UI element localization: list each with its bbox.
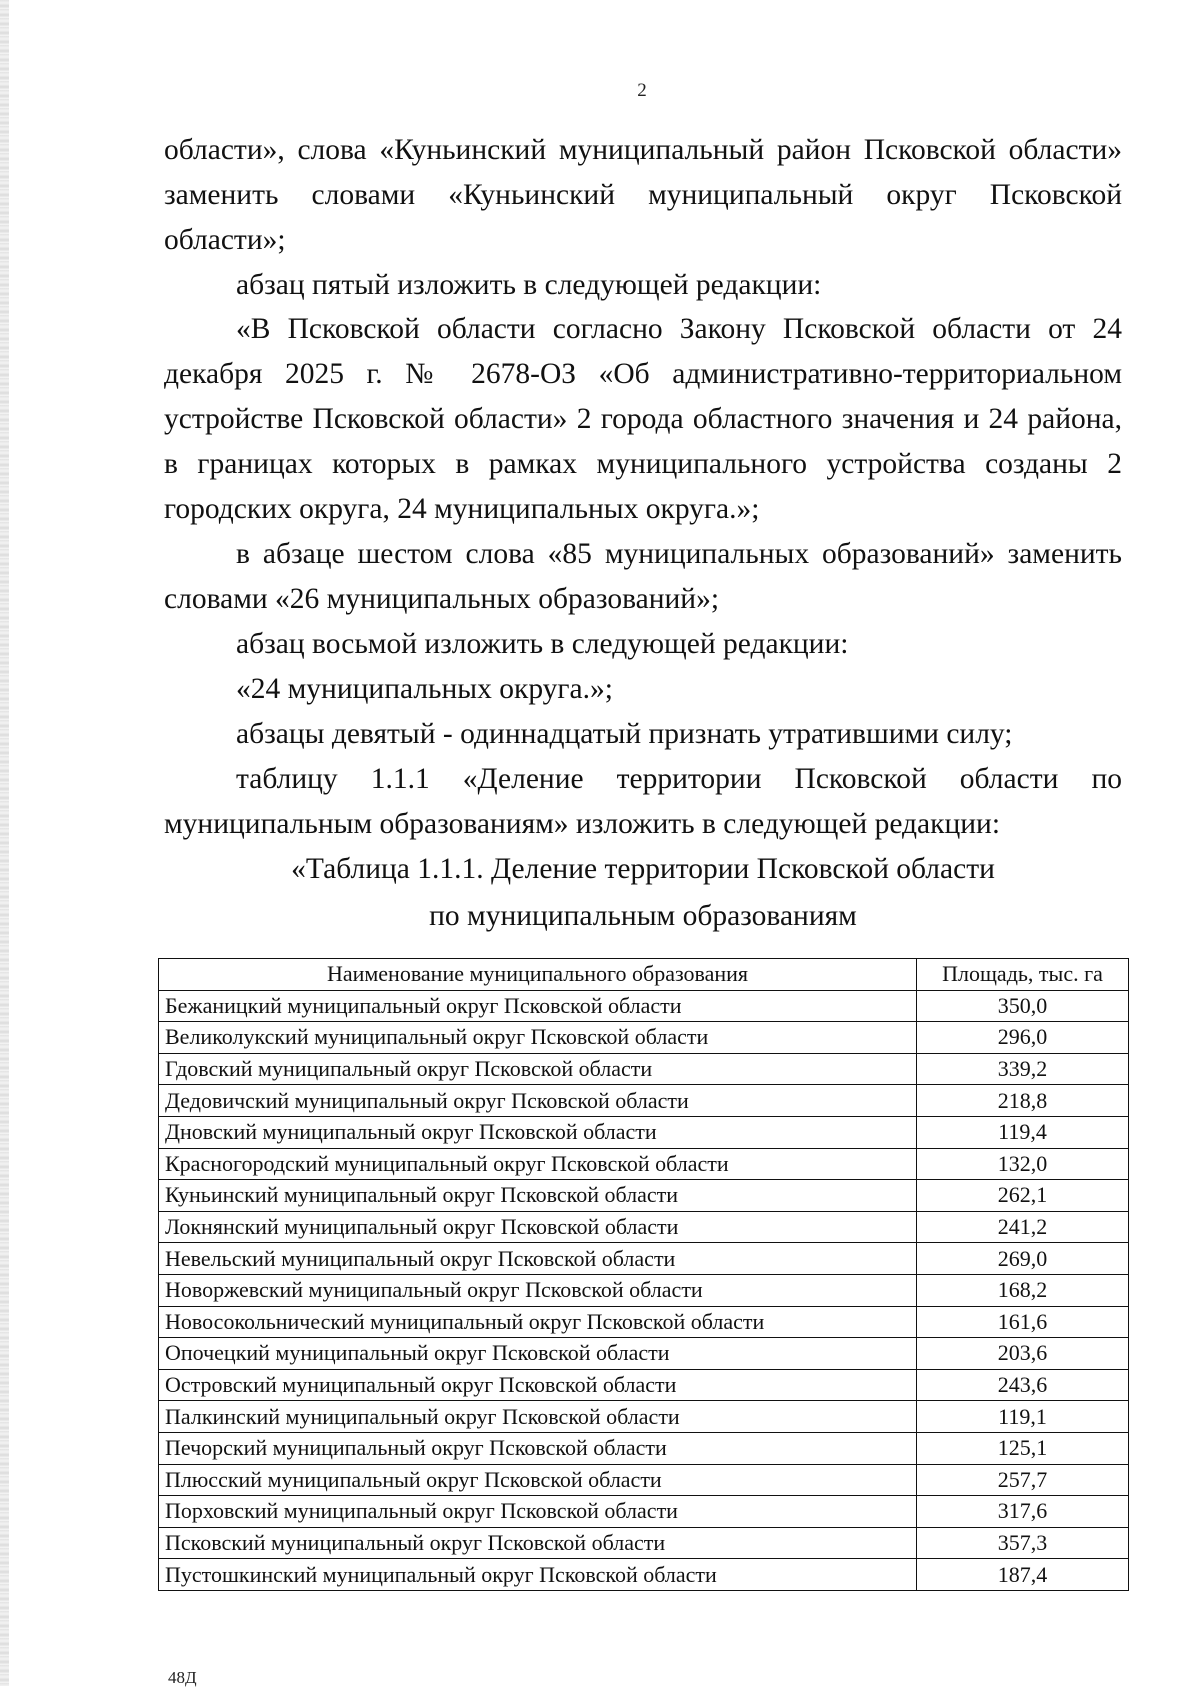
- municipality-name-cell: Порховский муниципальный округ Псковской области: [159, 1496, 917, 1528]
- table-row: [159, 1464, 1129, 1496]
- paragraph: абзацы девятый - одиннадцатый признать утратившими силу;: [236, 718, 1013, 750]
- municipality-name-cell: Плюсский муниципальный округ Псковской области: [159, 1464, 917, 1496]
- municipality-name-cell: Гдовский муниципальный округ Псковской области: [159, 1053, 917, 1085]
- area-cell: 296,0: [917, 1022, 1129, 1054]
- area-cell: 257,7: [917, 1464, 1129, 1496]
- area-cell: 241,2: [917, 1211, 1129, 1243]
- municipality-name-cell: Новоржевский муниципальный округ Псковской области: [159, 1274, 917, 1306]
- table-row: [159, 1306, 1129, 1338]
- scan-edge-artifact: [0, 0, 9, 1686]
- table-row: [159, 1085, 1129, 1117]
- page-number: 2: [637, 80, 647, 101]
- municipality-name-cell: Дновский муниципальный округ Псковской области: [159, 1116, 917, 1148]
- table-row: [159, 990, 1129, 1022]
- municipality-name-cell: Палкинский муниципальный округ Псковской области: [159, 1401, 917, 1433]
- table-caption-line: «Таблица 1.1.1. Деление территории Псковской области: [291, 853, 995, 885]
- area-cell: 125,1: [917, 1432, 1129, 1464]
- table-header-row: [159, 959, 1129, 991]
- area-cell: 339,2: [917, 1053, 1129, 1085]
- table-row: [159, 1496, 1129, 1528]
- table-row: [159, 1559, 1129, 1591]
- column-header-name: Наименование муниципального образования: [159, 959, 917, 991]
- municipality-name-cell: Красногородский муниципальный округ Псковской области: [159, 1148, 917, 1180]
- area-cell: 218,8: [917, 1085, 1129, 1117]
- municipality-name-cell: Псковский муниципальный округ Псковской области: [159, 1527, 917, 1559]
- paragraph: в абзаце шестом слова «85 муниципальных образований» заменить словами «26 муниципальных образований»;: [164, 538, 1122, 615]
- table-caption-line: по муниципальным образованиям: [429, 900, 857, 932]
- municipality-name-cell: Куньинский муниципальный округ Псковской области: [159, 1180, 917, 1212]
- municipalities-table: [158, 958, 1129, 1591]
- table-body: [159, 990, 1129, 1590]
- table-row: [159, 1432, 1129, 1464]
- paragraph: области», слова «Куньинский муниципальный район Псковской области» заменить словами «Куньинский муниципальный округ Псковской области»;: [164, 134, 1122, 256]
- table-row: [159, 1180, 1129, 1212]
- municipality-name-cell: Великолукский муниципальный округ Псковской области: [159, 1022, 917, 1054]
- area-cell: 203,6: [917, 1338, 1129, 1370]
- table-row: [159, 1116, 1129, 1148]
- table-row: [159, 1369, 1129, 1401]
- table-row: [159, 1053, 1129, 1085]
- table-row: [159, 1148, 1129, 1180]
- area-cell: 350,0: [917, 990, 1129, 1022]
- area-cell: 243,6: [917, 1369, 1129, 1401]
- column-header-area: Площадь, тыс. га: [917, 959, 1129, 991]
- table-row: [159, 1274, 1129, 1306]
- municipality-name-cell: Печорский муниципальный округ Псковской области: [159, 1432, 917, 1464]
- municipality-name-cell: Дедовичский муниципальный округ Псковской области: [159, 1085, 917, 1117]
- table-caption: [164, 846, 1122, 940]
- municipality-name-cell: Бежаницкий муниципальный округ Псковской области: [159, 990, 917, 1022]
- area-cell: 187,4: [917, 1559, 1129, 1591]
- body-text: [164, 128, 1122, 847]
- table-row: [159, 1401, 1129, 1433]
- paragraph: абзац восьмой изложить в следующей редакции:: [236, 628, 849, 660]
- municipality-name-cell: Новосокольнический муниципальный округ Псковской области: [159, 1306, 917, 1338]
- table-row: [159, 1243, 1129, 1275]
- municipality-name-cell: Островский муниципальный округ Псковской области: [159, 1369, 917, 1401]
- area-cell: 132,0: [917, 1148, 1129, 1180]
- paragraph: «В Псковской области согласно Закону Псковской области от 24 декабря 2025 г. № 2678-ОЗ «Об административно-территориальном устройстве Псковской области» 2 города областного значения и 24 района, в границах которых в рамках муниципального устройства созданы 2 городских округа, 24 муниципальных округа.»;: [164, 313, 1122, 525]
- area-cell: 262,1: [917, 1180, 1129, 1212]
- area-cell: 317,6: [917, 1496, 1129, 1528]
- paragraph: абзац пятый изложить в следующей редакции:: [236, 269, 822, 301]
- municipality-name-cell: Локнянский муниципальный округ Псковской области: [159, 1211, 917, 1243]
- paragraph: таблицу 1.1.1 «Деление территории Псковской области по муниципальным образованиям» изложить в следующей редакции:: [164, 763, 1122, 840]
- municipality-name-cell: Пустошкинский муниципальный округ Псковской области: [159, 1559, 917, 1591]
- municipality-name-cell: Опочецкий муниципальный округ Псковской области: [159, 1338, 917, 1370]
- municipality-name-cell: Невельский муниципальный округ Псковской области: [159, 1243, 917, 1275]
- area-cell: 269,0: [917, 1243, 1129, 1275]
- area-cell: 119,4: [917, 1116, 1129, 1148]
- area-cell: 357,3: [917, 1527, 1129, 1559]
- footer-code: 48Д: [168, 1668, 197, 1687]
- table-row: [159, 1022, 1129, 1054]
- table-row: [159, 1338, 1129, 1370]
- table-row: [159, 1211, 1129, 1243]
- area-cell: 119,1: [917, 1401, 1129, 1433]
- table-row: [159, 1527, 1129, 1559]
- area-cell: 168,2: [917, 1274, 1129, 1306]
- paragraph: «24 муниципальных округа.»;: [236, 673, 613, 705]
- area-cell: 161,6: [917, 1306, 1129, 1338]
